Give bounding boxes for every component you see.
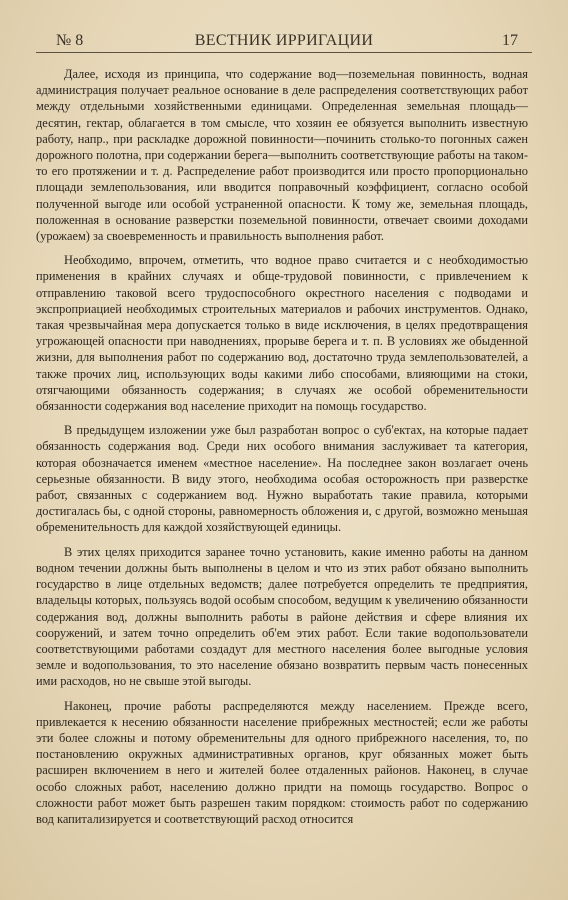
article-body	[36, 66, 528, 835]
header-divider	[36, 52, 532, 53]
journal-title: ВЕСТНИК ИРРИГАЦИИ	[194, 32, 374, 49]
paragraph: Далее, исходя из принципа, что содержание вод—поземельная повинность, водная администрация получает реальное основание в деле распределения соответствующих работ между отдельными хозяйственными единицами. Определенная земельная площадь—десятин, гектар, облагается в том смысле, что хозяин ее обязуется выполнить известную работу, напр., при раскладке дорожной повинности—починить столько-то погонных сажен дорожного полотна, при содержании берега—выполнить соответствующие работы на таком-то его протяжении и т. д. Распределение работ производится или просто пропорционально площади землепользования, или вводится поправочный коэффициент, согласно особой полученной выгоде или особой устраненной опасности. К тому же, земельная площадь, положенная в основание разверстки поземельной повинности, отвечает своими доходами (урожаем) за своевременность и правильность выполнения работ.	[36, 67, 528, 244]
paragraph: В предыдущем изложении уже был разработан вопрос о суб'ектах, на которые падает обязанность содержания вод. Среди них особого внимания заслуживает та категория, которая обозначается именем «местное население». На последнее закон возлагает очень серьезные обязанности. В виду этого, необходима особая осторожность при разверстке работ, связанных с содержанием вод. Нужно выработать такие правила, которыми достигалась бы, с одной стороны, равномерность обложения и, с другой, возможно меньшая обременительность для каждой хозяйствующей единицы.	[36, 423, 528, 535]
page-number: 17	[502, 32, 518, 49]
issue-number: № 8	[56, 32, 84, 49]
paragraph: Наконец, прочие работы распределяются между населением. Прежде всего, привлекается к несению обязанности население прибрежных местностей; если же работы эти более сложны и потому обременительны для одного прибрежного населения, то, по постановлению окружных административных органов, круг обязанных может быть расширен включением в него и жителей более отдаленных районов. Наконец, в случае особо сложных работ, населению должно придти на помощь государство. Вопрос о сложности работ может быть разрешен таким порядком: стоимость работ по содержанию вод капитализируется и соответствующий расход относится	[36, 698, 528, 826]
running-header	[36, 30, 532, 52]
paragraph: Необходимо, впрочем, отметить, что водное право считается и с необходимостью применения в крайних случаях и обще-трудовой повинности, с привлечением к отправлению таковой всего трудоспособного окрестного населения с подводами и экспроприацией необходимых строительных материалов и рабочих инструментов. Однако, такая чрезвычайная мера допускается только в виде исключения, в целях предотвращения угрожающей опасности при наводнениях, прорыве берега и т. п. В условиях же обыденной жизни, для выполнения работ по содержанию вод, достаточно труда землепользователей, а также прочих лиц, использующих воды какими либо способами, влияющими на стоки, отягчающими обязанность содержания; в случаях же особой обременительности обязанности содержания вод население приходит на помощь государство.	[36, 253, 528, 414]
paragraph: В этих целях приходится заранее точно установить, какие именно работы на данном водном течении должны быть выполнены в целом и что из этих работ обязано выполнить государство в лице отдельных ведомств; далее потребуется определить те предприятия, владельцы которых, пользуясь водой особым способом, ведущим к увеличению обязанности содержания вод, должны выполнить работы в районе действия и сфере влияния их сооружений, и затем точно определить об'ем этих работ. Если такие водопользователи соответствующими работами создадут для местного населения более выгодные условия земле и водопользования, то это население обязано возвратить первым часть понесенных ими расходов, но не свыше этой выгоды.	[36, 544, 528, 689]
